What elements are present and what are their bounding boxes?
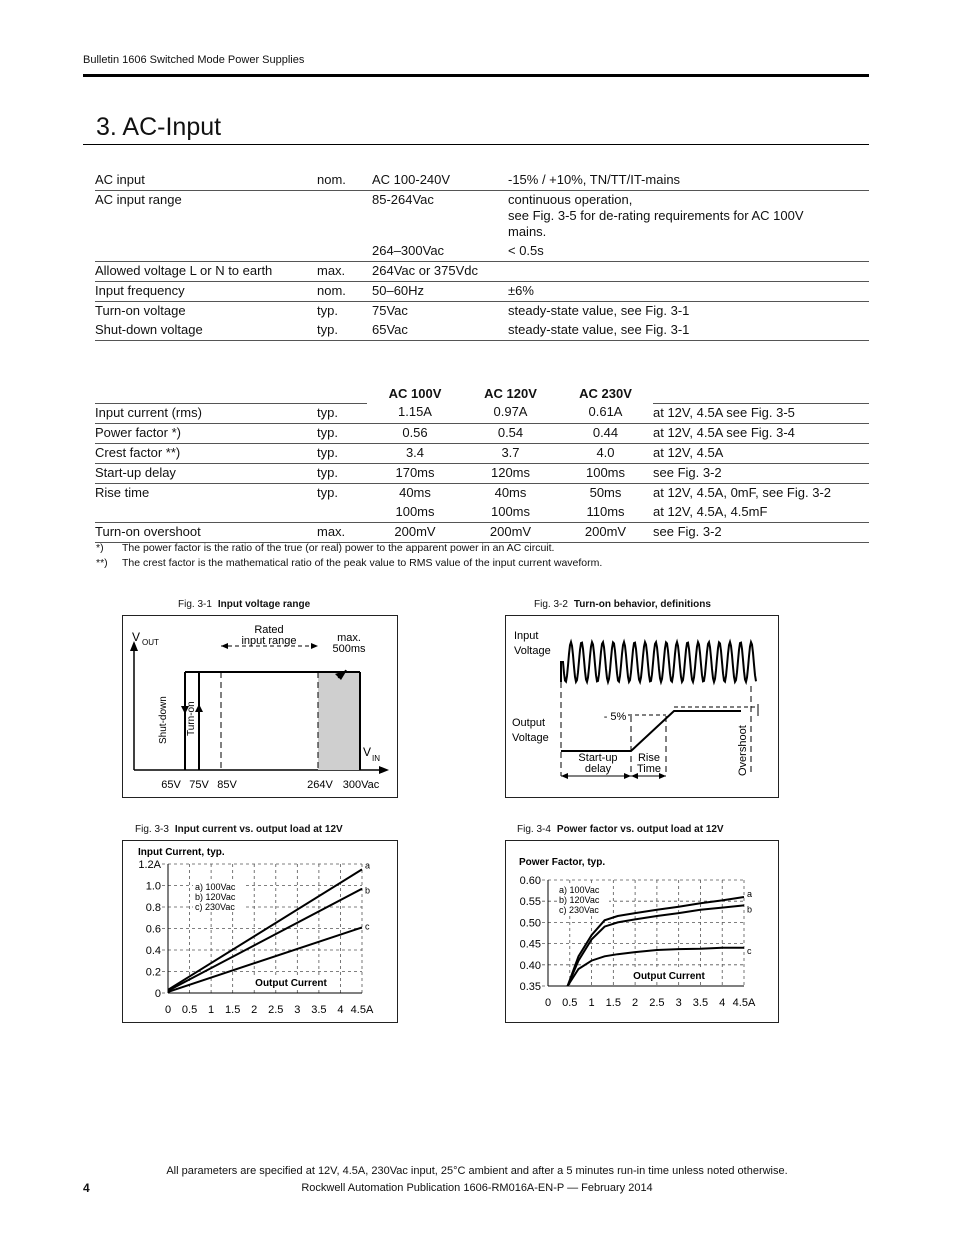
x-axis-label: Output Current (633, 971, 705, 982)
legend-entry: b) 120Vac (195, 892, 236, 902)
fig-title: Power factor vs. output load at 12V (556, 824, 724, 835)
x-tick-label: 0 (164, 1004, 172, 1016)
cond-cell (317, 503, 367, 523)
vout-label: V (132, 630, 141, 644)
fig1-caption (178, 599, 310, 610)
param-cell: Turn-on overshoot (95, 522, 317, 542)
note-cell: at 12V, 4.5A, 4.5mF (653, 503, 869, 523)
input-current-table (95, 386, 869, 543)
table-row (95, 171, 869, 191)
note-cell: < 0.5s (508, 242, 869, 262)
param-cell: Power factor *) (95, 423, 317, 443)
table-row (95, 302, 869, 322)
rise-label-1: Rise (637, 752, 661, 764)
cond-cell: typ. (317, 463, 367, 483)
cond-cell: typ. (317, 303, 338, 318)
vin-label: V (363, 745, 372, 759)
footnote-text: The power factor is the ratio of the true (or real) power to the apparent power in an AC circuit. (122, 542, 555, 554)
footnote-mark: **) (96, 557, 108, 569)
y-tick-label: 0.60 (519, 875, 541, 887)
table-row (95, 443, 869, 463)
x-tick-label: 1 (208, 1004, 215, 1016)
value-cell: 200mV (558, 522, 653, 542)
value-cell: 264–300Vac (372, 242, 508, 262)
note-cell: -15% / +10%, TN/TT/IT-mains (508, 171, 869, 191)
value-cell: 170ms (367, 463, 463, 483)
running-header: Bulletin 1606 Switched Mode Power Supplies (83, 54, 305, 66)
value-cell: 0.54 (463, 423, 558, 443)
cond-cell: typ. (317, 443, 367, 463)
fig1-input-voltage-range (122, 615, 398, 798)
value-cell: AC 100-240V (372, 171, 508, 191)
note-cell: at 12V, 4.5A, 0mF, see Fig. 3-2 (653, 484, 832, 500)
param-cell: Input current (rms) (95, 403, 317, 423)
y-tick-label: 0.6 (145, 923, 161, 936)
header-rule (83, 74, 869, 77)
x-tick-label: 2.5 (649, 997, 665, 1009)
series-label-c: c (365, 921, 370, 932)
chart-title: Input Current, typ. (138, 847, 225, 858)
table-row (95, 463, 869, 483)
value-cell: 200mV (463, 522, 558, 542)
output-voltage-curve (561, 711, 741, 751)
note-cell (508, 191, 869, 243)
x-tick-label: 1.5 (225, 1004, 241, 1016)
chart-title: Power Factor, typ. (519, 857, 606, 868)
tick-300vac: 300Vac (342, 779, 380, 791)
value-cell: 0.97A (463, 403, 558, 423)
page-number: 4 (83, 1181, 90, 1195)
input-voltage-label-2: Voltage (514, 645, 551, 657)
startup-label-1: Start-up (578, 752, 618, 764)
fig3-input-current-chart (122, 840, 398, 1023)
cond-cell: typ. (317, 484, 338, 500)
max-label-2: 500ms (332, 643, 366, 655)
fig2-caption (534, 599, 711, 610)
title-rule (83, 144, 869, 145)
legend-entry: a) 100Vac (195, 882, 236, 892)
y-tick-label: 1.2A (138, 859, 161, 871)
tick-85v: 85V (217, 779, 237, 791)
tick-65v: 65V (161, 779, 181, 791)
param-cell (95, 242, 317, 262)
fig4-caption (517, 824, 724, 835)
column-header: AC 100V (388, 386, 442, 401)
y-tick-label: 0.55 (519, 896, 541, 909)
table-row (95, 483, 869, 503)
value-cell: 0.61A (558, 403, 653, 423)
footer-publication: Rockwell Automation Publication 1606-RM016A-EN-P — February 2014 (301, 1182, 653, 1194)
table-row (95, 242, 869, 262)
x-tick-label: 3.5 (692, 997, 709, 1009)
vout-sub: OUT (142, 638, 159, 647)
value-cell: 65Vac (372, 321, 508, 341)
value-cell: 50ms (589, 484, 622, 500)
value-cell: 50–60Hz (372, 282, 508, 302)
x-tick-label: 4 (719, 997, 726, 1009)
fig-title: Input voltage range (217, 599, 311, 610)
note-line: mains. (508, 224, 547, 239)
y-tick-label: 0.35 (519, 981, 541, 993)
series-label-a: a (365, 860, 371, 871)
note-cell: at 12V, 4.5A (653, 443, 869, 463)
value-cell: 264Vac or 375Vdc (372, 262, 508, 282)
table-row (95, 282, 869, 302)
fig3-caption (135, 824, 343, 835)
note-line: see Fig. 3-5 for de-rating requirements for AC 100V (508, 208, 804, 223)
note-cell: at 12V, 4.5A see Fig. 3-4 (653, 423, 869, 443)
legend-entry: c) 230Vac (195, 902, 235, 912)
x-tick-label: 0 (544, 997, 552, 1009)
x-tick-label: 3 (675, 997, 682, 1009)
note-cell: steady-state value, see Fig. 3-1 (508, 321, 869, 341)
table-row (95, 522, 869, 542)
footnote-mark: *) (96, 542, 104, 554)
value-cell: 40ms (494, 484, 527, 500)
value-cell: 1.15A (367, 403, 463, 423)
cond-cell: typ. (317, 321, 372, 341)
rise-label-2: Time (636, 763, 662, 775)
cond-cell: nom. (317, 171, 372, 191)
series-label-b: b (365, 885, 371, 896)
note-cell (508, 262, 869, 282)
footnote-power-factor (96, 542, 554, 554)
output-voltage-label-2: Voltage (512, 732, 549, 744)
note-cell: steady-state value, see Fig. 3-1 (508, 303, 690, 318)
y-tick-label: 0.2 (145, 966, 161, 979)
value-cell: 3.4 (367, 443, 463, 463)
ac-input-table (95, 171, 869, 341)
series-label-b: b (747, 904, 753, 915)
cond-cell (317, 242, 372, 262)
cond-cell: typ. (317, 423, 367, 443)
note-cell: at 12V, 4.5A see Fig. 3-5 (653, 403, 869, 423)
param-cell: Rise time (95, 484, 150, 500)
value-cell: 0.56 (367, 423, 463, 443)
tick-264v: 264V (307, 779, 333, 791)
footnote-text: The crest factor is the mathematical ratio of the peak value to RMS value of the input current waveform. (122, 557, 603, 569)
value-cell: 75Vac (372, 303, 408, 318)
param-cell: Shut-down voltage (95, 321, 317, 341)
param-cell: Input frequency (95, 282, 317, 302)
param-cell: Turn-on voltage (95, 303, 186, 318)
x-tick-label: 0.5 (181, 1004, 198, 1016)
y-tick-label: 0.40 (519, 959, 541, 972)
startup-label-2: delay (584, 763, 612, 775)
cond-cell: typ. (317, 403, 367, 423)
overshoot-label: Overshoot (737, 725, 749, 776)
fig-number: Fig. 3-1 (178, 599, 212, 610)
rated-label-2: input range (241, 635, 297, 647)
y-tick-label: 0 (154, 988, 161, 1000)
tick-75v: 75V (189, 779, 209, 791)
value-cell: 100ms (558, 463, 653, 483)
max-label-1: max. (337, 632, 361, 644)
input-sine-wave (561, 642, 756, 682)
x-axis-label: Output Current (255, 978, 327, 989)
fig-number: Fig. 3-2 (534, 599, 568, 610)
legend-entry: c) 230Vac (559, 905, 599, 915)
five-percent-label: - 5% (603, 711, 627, 723)
fig-title: Turn-on behavior, definitions (573, 599, 711, 610)
section-title: 3. AC-Input (96, 113, 222, 141)
x-tick-label: 3 (294, 1004, 301, 1016)
value-cell: 200mV (367, 522, 463, 542)
param-cell: AC input range (95, 192, 182, 207)
y-tick-label: 0.8 (145, 902, 161, 914)
note-line: continuous operation, (508, 192, 633, 207)
x-tick-label: 1 (588, 997, 595, 1009)
cond-cell: max. (317, 522, 367, 542)
table-row (95, 403, 869, 423)
input-voltage-label-1: Input (514, 630, 539, 642)
note-cell: ±6% (508, 282, 869, 302)
table-row (95, 321, 869, 341)
y-tick-label: 1.0 (145, 880, 161, 893)
param-cell: AC input (95, 171, 317, 191)
fig-title: Input current vs. output load at 12V (174, 824, 343, 835)
fig4-power-factor-chart (505, 840, 779, 1023)
shaded-500ms-zone (318, 672, 360, 770)
fig2-turn-on-behavior (505, 615, 779, 798)
cond-cell: max. (317, 262, 372, 282)
x-tick-label: 0.5 (562, 997, 578, 1009)
value-cell: 120ms (463, 463, 558, 483)
x-tick-label: 2.5 (268, 1004, 284, 1016)
note-cell: see Fig. 3-2 (653, 463, 869, 483)
value-cell: 0.44 (558, 423, 653, 443)
x-tick-label: 4.5A (732, 997, 756, 1009)
param-cell: Crest factor **) (95, 443, 317, 463)
output-voltage-label-1: Output (512, 717, 546, 729)
value-cell: 100ms (463, 503, 558, 523)
footer-note: All parameters are specified at 12V, 4.5A, 230Vac input, 25°C ambient and after a 5 minutes run-in time unless noted otherwise. (166, 1165, 788, 1177)
fig-number: Fig. 3-3 (135, 824, 169, 835)
value-cell: 85-264Vac (372, 192, 434, 207)
column-header: AC 230V (579, 386, 632, 401)
note-cell: see Fig. 3-2 (653, 522, 869, 542)
x-tick-label: 1.5 (605, 997, 621, 1009)
rated-label-1: Rated (254, 624, 284, 636)
value-cell: 40ms (399, 484, 431, 500)
table-header-row (95, 386, 869, 403)
param-cell: Start-up delay (95, 463, 317, 483)
x-tick-label: 3.5 (311, 1004, 327, 1016)
value-cell: 4.0 (558, 443, 653, 463)
table-row (95, 423, 869, 443)
column-header: AC 120V (484, 386, 537, 401)
shutdown-label: Shut-down (158, 696, 169, 744)
series-label-a: a (747, 888, 753, 899)
y-tick-label: 0.45 (519, 938, 541, 951)
legend-entry: b) 120Vac (559, 895, 600, 905)
value-cell: 100ms (367, 503, 463, 523)
legend-entry: a) 100Vac (559, 885, 600, 895)
value-cell: 3.7 (463, 443, 558, 463)
fig-number: Fig. 3-4 (517, 824, 551, 835)
cond-cell: nom. (317, 282, 372, 302)
y-tick-label: 0.50 (519, 917, 541, 930)
cond-cell (317, 191, 372, 243)
y-tick-label: 0.4 (145, 945, 161, 957)
series-label-c: c (747, 945, 752, 956)
x-tick-label: 2 (251, 1004, 258, 1016)
param-cell (95, 503, 317, 523)
vin-sub: IN (372, 754, 380, 763)
x-tick-label: 4 (337, 1004, 344, 1016)
table-row (95, 262, 869, 282)
table-row (95, 191, 869, 243)
x-tick-label: 2 (632, 997, 639, 1009)
turnon-label: Turn-on (186, 701, 197, 736)
x-tick-label: 4.5A (350, 1004, 374, 1016)
footnote-crest-factor (96, 557, 602, 569)
value-cell: 110ms (558, 503, 653, 523)
param-cell: Allowed voltage L or N to earth (95, 262, 317, 282)
table-row (95, 503, 869, 523)
